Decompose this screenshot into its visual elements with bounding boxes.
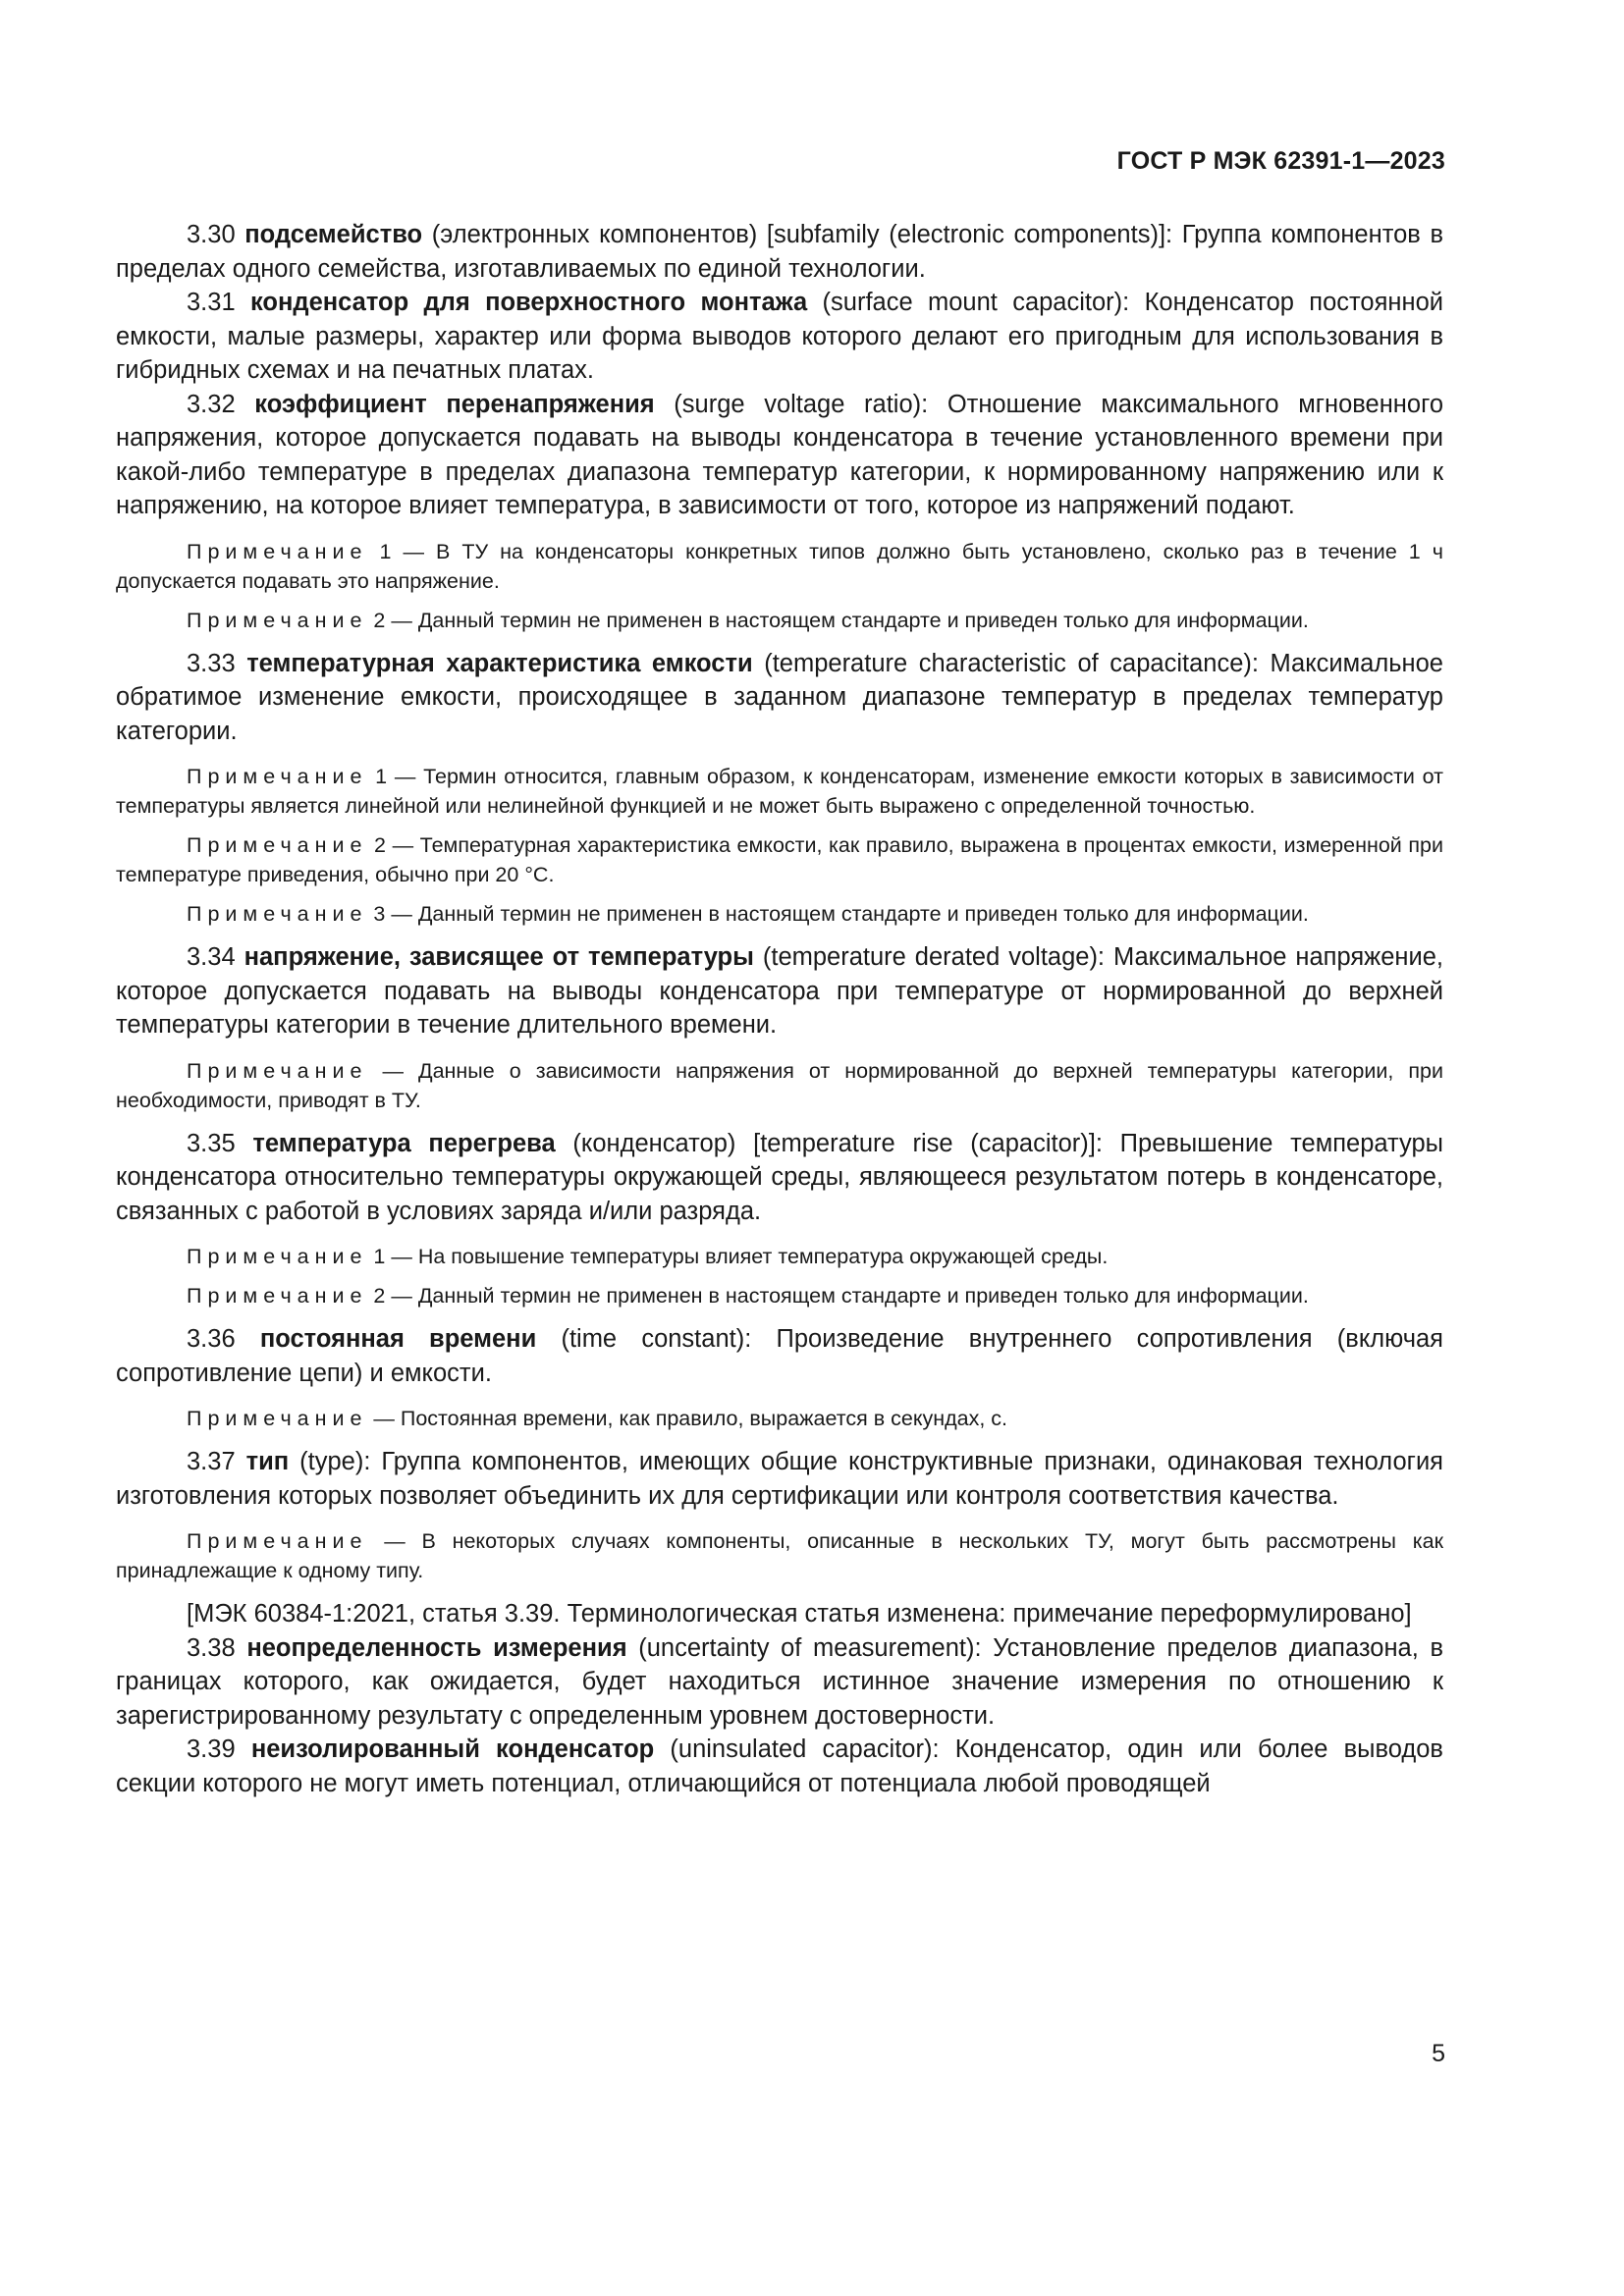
note-3-36	[116, 1404, 1443, 1433]
term-entry-3-31	[116, 286, 1443, 388]
note-text: — В некоторых случаях компоненты, описанные в нескольких ТУ, могут быть рассмотрены как принадлежащие к одному типу.	[116, 1529, 1443, 1582]
source-reference: [МЭК 60384-1:2021, статья 3.39. Терминологическая статья изменена: примечание переформулировано]	[187, 1600, 1412, 1628]
entry-definition: (temperature derated voltage): Максимальное напряжение, которое допускается подавать на выводы конденсатора при температуре от нормированной до верхней температуры категории в течение длительного времени.	[116, 943, 1443, 1039]
entry-number: 3.31	[187, 289, 236, 316]
note-3-33-1	[116, 762, 1443, 821]
entry-number: 3.39	[187, 1735, 236, 1763]
note-label: Примечание	[187, 833, 368, 857]
term-entry-3-37	[116, 1445, 1443, 1513]
term-entry-3-38	[116, 1631, 1443, 1734]
entry-definition: (temperature characteristic of capacitance): Максимальное обратимое изменение емкости, происходящее в заданном диапазоне температур в пределах температур категории.	[116, 649, 1443, 745]
note-text: 2 — Температурная характеристика емкости, как правило, выражена в процентах емкости, измеренной при температуре приведения, обычно при 20 °С.	[116, 833, 1443, 886]
document-header: ГОСТ Р МЭК 62391-1—2023	[1116, 147, 1445, 175]
term-entry-3-39	[116, 1733, 1443, 1800]
entry-definition: (surge voltage ratio): Отношение максимального мгновенного напряжения, которое допускается подавать на выводы конденсатора в течение установленного времени при какой-либо температуре в пределах диапазона температур категории, к нормированному напряжению или к напряжению, на которое влияет температура, в зависимости от того, которое из напряжений подают.	[116, 390, 1443, 519]
note-label: Примечание	[187, 1529, 368, 1553]
entry-definition: (электронных компонентов) [subfamily (electronic components)]: Группа компонентов в пределах одного семейства, изготавливаемых по единой технологии.	[116, 221, 1443, 283]
note-label: Примечание	[187, 1284, 368, 1308]
entry-term: неопределенность измерения	[246, 1633, 627, 1662]
term-entry-3-33	[116, 647, 1443, 749]
note-text: 1 — В ТУ на конденсаторы конкретных типов должно быть установлено, сколько раз в течение 1 ч допускается подавать это напряжение.	[116, 539, 1443, 593]
note-3-35-1	[116, 1242, 1443, 1271]
entry-term: тип	[245, 1448, 290, 1475]
term-entry-3-36	[116, 1322, 1443, 1390]
note-label: Примечание	[187, 765, 368, 788]
note-3-33-3	[116, 899, 1443, 929]
note-text: 2 — Данный термин не применен в настоящем стандарте и приведен только для информации.	[367, 608, 1309, 632]
entry-term: температура перегрева	[252, 1129, 556, 1157]
note-label: Примечание	[187, 539, 368, 563]
term-entry-3-35	[116, 1127, 1443, 1229]
entry-term: напряжение, зависящее от температуры	[244, 943, 754, 971]
entry-number: 3.36	[187, 1325, 236, 1353]
entry-definition: (конденсатор) [temperature rise (capacitor)]: Превышение температуры конденсатора относительно температуры окружающей среды, являющееся результатом потерь в конденсаторе, связанных с работой в условиях заряда и/или разряда.	[116, 1129, 1443, 1225]
note-text: — Данные о зависимости напряжения от нормированной до верхней температуры категории, при необходимости, приводят в ТУ.	[116, 1058, 1443, 1112]
note-3-35-2	[116, 1281, 1443, 1310]
note-text: 3 — Данный термин не применен в настоящем стандарте и приведен только для информации.	[367, 902, 1309, 926]
note-label: Примечание	[187, 608, 368, 632]
entry-number: 3.34	[187, 943, 236, 971]
entry-definition: (time constant): Произведение внутреннего сопротивления (включая сопротивление цепи) и емкости.	[116, 1325, 1443, 1387]
entry-number: 3.33	[187, 649, 236, 677]
term-entry-3-30	[116, 218, 1443, 286]
note-3-32-1	[116, 537, 1443, 596]
document-body	[116, 218, 1443, 1800]
note-label: Примечание	[187, 1407, 368, 1430]
note-text: 1 — На повышение температуры влияет температура окружающей среды.	[367, 1245, 1109, 1268]
entry-definition: (uninsulated capacitor): Конденсатор, один или более выводов секции которого не могут иметь потенциал, отличающийся от потенциала любой проводящей	[116, 1735, 1443, 1797]
note-3-37	[116, 1526, 1443, 1585]
note-3-34	[116, 1056, 1443, 1115]
note-text: 2 — Данный термин не применен в настоящем стандарте и приведен только для информации.	[367, 1284, 1309, 1308]
entry-number: 3.35	[187, 1129, 236, 1157]
note-3-32-2	[116, 606, 1443, 635]
entry-term: температурная характеристика емкости	[246, 649, 753, 677]
entry-term: конденсатор для поверхностного монтажа	[249, 289, 808, 316]
entry-number: 3.30	[187, 221, 236, 248]
note-text: — Постоянная времени, как правило, выражается в секундах, с.	[367, 1407, 1008, 1430]
entry-number: 3.37	[187, 1448, 236, 1475]
note-label: Примечание	[187, 902, 368, 926]
note-label: Примечание	[187, 1058, 368, 1083]
entry-term: постоянная времени	[259, 1325, 537, 1353]
entry-term: коэффициент перенапряжения	[254, 390, 655, 418]
entry-definition: (uncertainty of measurement): Установление пределов диапазона, в границах которого, как ожидается, будет находиться истинное значение измерения по отношению к зарегистрированному результату с определенным уровнем достоверности.	[116, 1633, 1444, 1730]
entry-number: 3.32	[187, 390, 236, 418]
entry-term: подсемейство	[244, 221, 423, 248]
note-text: 1 — Термин относится, главным образом, к конденсаторам, изменение емкости которых в зависимости от температуры является линейной или нелинейной функцией и не может быть выражено с определенной точностью.	[116, 765, 1443, 818]
entry-definition: (type): Группа компонентов, имеющих общие конструктивные признаки, одинаковая технология изготовления которых позволяет объединить их для сертификации или контроля соответствия качества.	[116, 1448, 1443, 1510]
entry-term: неизолированный конденсатор	[250, 1735, 655, 1763]
entry-definition: (surface mount capacitor): Конденсатор постоянной емкости, малые размеры, характер или форма выводов которого делают его пригодным для использования в гибридных схемах и на печатных платах.	[116, 289, 1444, 384]
term-entry-3-32	[116, 388, 1443, 523]
entry-number: 3.38	[187, 1633, 236, 1662]
page-number: 5	[1432, 2040, 1445, 2067]
note-label: Примечание	[187, 1245, 368, 1268]
term-entry-3-34	[116, 940, 1443, 1042]
note-3-33-2	[116, 830, 1443, 889]
